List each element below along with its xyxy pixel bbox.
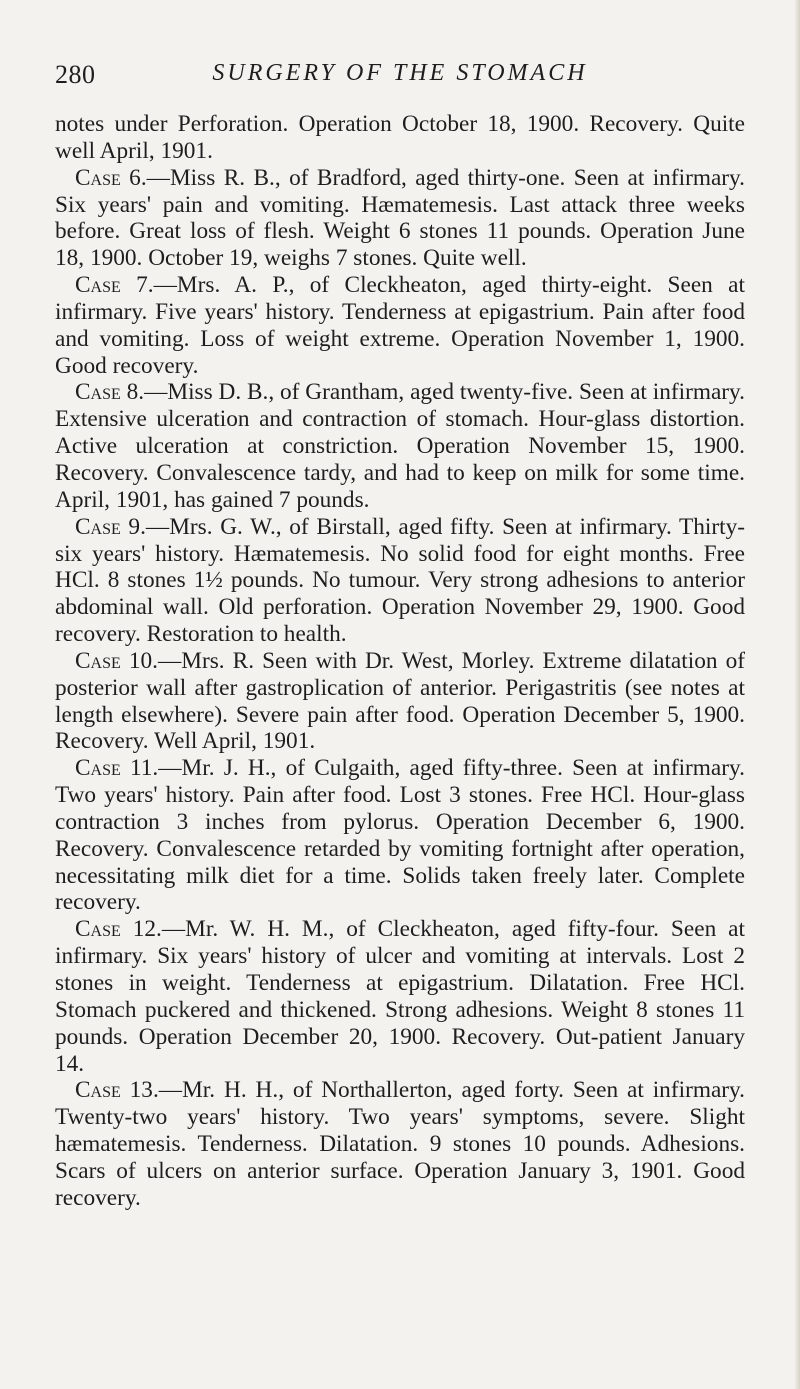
case-label: Case 9. [75, 513, 146, 540]
page-edge-shadow [794, 0, 800, 1389]
case-text: —Miss R. B., of Bradford, aged thirty-one. Seen at infirmary. Six years' pain and vomiting. Hæmatemesis. Last attack three weeks before. Great loss of flesh. Weight 6 stones 11 pounds. Operation June 18, 1900. October 19, weighs 7 stones. Quite well. [55, 164, 746, 272]
case-label: Case 13. [75, 1077, 159, 1104]
paragraph-text: notes under Perforation. Operation October 18, 1900. Recovery. Quite well April, 1901. [55, 111, 745, 164]
case-label: Case 12. [75, 916, 162, 943]
case-12-paragraph [55, 916, 745, 1077]
case-7-paragraph [55, 272, 745, 379]
case-label: Case 10. [75, 647, 158, 674]
case-text: —Mrs. R. Seen with Dr. West, Morley. Extreme dilatation of posterior wall after gastroplication of anterior. Perigastritis (see notes at length elsewhere). Severe pain after food. Operation December 5, 1900. Recovery. Well April, 1901. [55, 647, 745, 755]
case-label: Case 6. [75, 164, 147, 191]
case-11-paragraph [55, 755, 745, 916]
case-text: —Miss D. B., of Grantham, aged twenty-five. Seen at infirmary. Extensive ulceration and contraction of stomach. Hour-glass distortion. Active ulceration at constriction. Operation November 15, 1900. Recovery. Convalescence tardy, and had to keep on milk for some time. April, 1901, has gained 7 pounds. [55, 379, 746, 513]
case-text: —Mrs. A. P., of Cleckheaton, aged thirty-eight. Seen at infirmary. Five years' history. Tenderness at epigastrium. Pain after food and vomiting. Loss of weight extreme. Operation November 1, 1900. Good recovery. [55, 272, 745, 379]
continuation-paragraph [55, 111, 745, 165]
case-10-paragraph [55, 648, 745, 755]
page-number: 280 [55, 60, 96, 89]
case-label: Case 8. [75, 379, 145, 406]
case-text: —Mr. W. H. M., of Cleckheaton, aged fifty-four. Seen at infirmary. Six years' history of ulcer and vomiting at intervals. Lost 2 stones in weight. Tenderness at epigastrium. Dilatation. Free HCl. Stomach puckered and thickened. Strong adhesions. Weight 8 stones 11 pounds. Operation December 20, 1900. Recovery. Out-patient January 14. [55, 916, 745, 1077]
case-text: —Mr. J. H., of Culgaith, aged fifty-three. Seen at infirmary. Two years' history. Pain after food. Lost 3 stones. Free HCl. Hour-glass contraction 3 inches from pylorus. Operation December 6, 1900. Recovery. Convalescence retarded by vomiting fortnight after operation, necessitating milk diet for a time. Solids taken freely later. Complete recovery. [55, 755, 745, 916]
running-title: SURGERY OF THE STOMACH [212, 60, 588, 86]
case-text: —Mr. H. H., of Northallerton, aged forty. Seen at infirmary. Twenty-two years' history. Two years' symptoms, severe. Slight hæmatemesis. Tenderness. Dilatation. 9 stones 10 pounds. Adhesions. Scars of ulcers on anterior surface. Operation January 3, 1901. Good recovery. [55, 1077, 746, 1211]
running-head [55, 60, 745, 96]
case-label: Case 7. [75, 272, 154, 299]
case-6-paragraph [55, 165, 745, 272]
case-13-paragraph [55, 1077, 745, 1211]
case-label: Case 11. [75, 755, 159, 782]
case-9-paragraph [55, 514, 745, 648]
case-8-paragraph [55, 379, 745, 513]
case-text: —Mrs. G. W., of Birstall, aged fifty. Seen at infirmary. Thirty-six years' history. Hæmatemesis. No solid food for eight months. Free HCl. 8 stones 1½ pounds. No tumour. Very strong adhesions to anterior abdominal wall. Old perforation. Operation November 29, 1900. Good recovery. Restoration to health. [55, 513, 746, 648]
body-text [55, 111, 745, 1212]
